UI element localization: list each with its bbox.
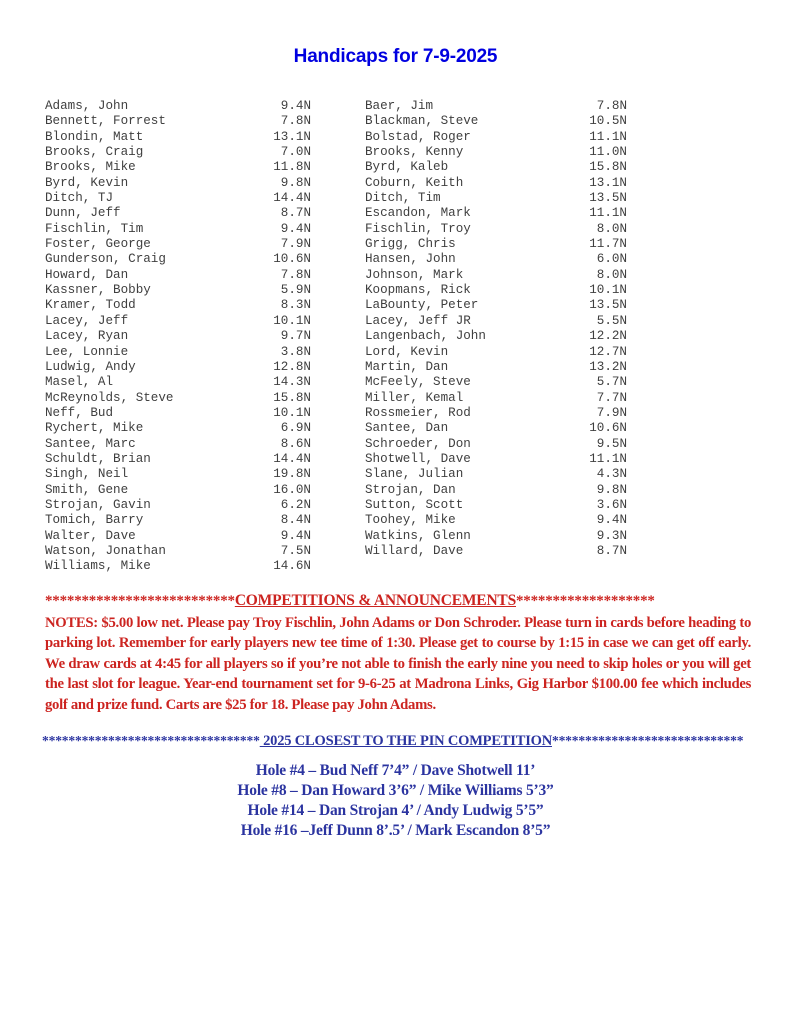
roster-row [45, 483, 311, 498]
roster-column-left [45, 99, 311, 575]
player-handicap: 5.5N [596, 313, 627, 328]
player-name: McFeely, Steve [365, 375, 471, 390]
roster-row [45, 130, 311, 145]
player-handicap: 7.8N [280, 114, 311, 129]
pin-hole-line: Hole #16 –Jeff Dunn 8’.5’ / Mark Escandon 8’5” [240, 822, 551, 840]
player-handicap: 8.4N [280, 513, 311, 528]
player-handicap: 6.2N [280, 497, 311, 512]
roster-row [45, 268, 311, 283]
roster-row [365, 222, 627, 237]
player-name: Byrd, Kaleb [365, 160, 449, 175]
player-handicap: 9.7N [280, 329, 311, 344]
roster-row [45, 391, 311, 406]
player-name: Coburn, Keith [365, 175, 464, 190]
player-handicap: 13.1N [273, 129, 311, 144]
player-name: Kramer, Todd [45, 298, 136, 313]
player-name: Shotwell, Dave [365, 451, 471, 466]
player-handicap: 7.9N [596, 405, 627, 420]
roster-row [365, 421, 627, 436]
roster-row [45, 99, 311, 114]
roster-row [45, 176, 311, 191]
player-handicap: 14.4N [273, 451, 311, 466]
player-handicap: 9.4N [596, 513, 627, 528]
roster-row [45, 298, 311, 313]
player-name: Brooks, Kenny [365, 145, 464, 160]
roster-row [365, 176, 627, 191]
player-handicap: 13.2N [589, 359, 627, 374]
player-handicap: 10.6N [589, 421, 627, 436]
player-handicap: 12.2N [589, 329, 627, 344]
player-handicap: 13.5N [589, 191, 627, 206]
player-name: Santee, Dan [365, 421, 449, 436]
player-name: Hansen, John [365, 252, 456, 267]
player-name: Singh, Neil [45, 467, 129, 482]
pin-stars-left: ********************************* [42, 732, 260, 748]
roster-row [45, 114, 311, 129]
player-handicap: 4.3N [596, 467, 627, 482]
roster-row [365, 437, 627, 452]
player-name: Schuldt, Brian [45, 451, 151, 466]
player-handicap: 8.7N [596, 543, 627, 558]
player-handicap: 19.8N [273, 467, 311, 482]
player-handicap: 6.9N [280, 421, 311, 436]
roster-row [45, 406, 311, 421]
player-name: Lacey, Jeff [45, 313, 129, 328]
roster-column-right [365, 99, 627, 575]
roster-row [365, 314, 627, 329]
roster-row [365, 329, 627, 344]
player-handicap: 11.1N [589, 129, 627, 144]
page-title: Handicaps for 7-9-2025 [293, 46, 498, 67]
roster-row [45, 529, 311, 544]
player-handicap: 16.0N [273, 482, 311, 497]
player-name: Sutton, Scott [365, 497, 464, 512]
player-name: Williams, Mike [45, 559, 151, 574]
roster-row [45, 513, 311, 528]
player-handicap: 10.1N [589, 283, 627, 298]
player-handicap: 7.7N [596, 390, 627, 405]
roster-row [45, 360, 311, 375]
player-handicap: 15.8N [273, 390, 311, 405]
player-handicap: 9.4N [280, 99, 311, 113]
player-handicap: 13.1N [589, 175, 627, 190]
player-handicap: 7.9N [280, 237, 311, 252]
roster-row [365, 498, 627, 513]
player-handicap: 14.4N [273, 191, 311, 206]
player-name: Smith, Gene [45, 482, 129, 497]
player-handicap: 3.8N [280, 344, 311, 359]
player-name: Ditch, TJ [45, 191, 114, 206]
roster-row [365, 160, 627, 175]
player-handicap: 14.6N [273, 559, 311, 574]
announcements-title: COMPETITIONS & ANNOUNCEMENTS [234, 591, 516, 609]
player-name: Bennett, Forrest [45, 114, 166, 129]
roster-row [45, 559, 311, 574]
announcements-stars-right: ******************* [516, 592, 655, 609]
player-name: Lord, Kevin [365, 344, 449, 359]
roster-row [365, 467, 627, 482]
player-handicap: 14.3N [273, 375, 311, 390]
player-name: Toohey, Mike [365, 513, 456, 528]
roster-row [45, 283, 311, 298]
player-handicap: 10.1N [273, 405, 311, 420]
pin-competition-header [42, 733, 791, 750]
player-name: Masel, Al [45, 375, 114, 390]
player-name: Martin, Dan [365, 359, 449, 374]
roster-row [45, 452, 311, 467]
roster-row [365, 513, 627, 528]
player-handicap: 7.8N [280, 267, 311, 282]
player-name: Watkins, Glenn [365, 528, 471, 543]
roster-row [45, 252, 311, 267]
player-name: Fischlin, Tim [45, 221, 144, 236]
player-name: LaBounty, Peter [365, 298, 479, 313]
roster-row [365, 452, 627, 467]
player-handicap: 8.0N [596, 267, 627, 282]
roster-row [365, 360, 627, 375]
player-name: Walter, Dave [45, 528, 136, 543]
roster-row [45, 314, 311, 329]
player-name: Willard, Dave [365, 543, 464, 558]
player-handicap: 9.8N [596, 482, 627, 497]
roster-row [45, 345, 311, 360]
roster-row [365, 130, 627, 145]
player-handicap: 11.1N [589, 451, 627, 466]
player-handicap: 10.5N [589, 114, 627, 129]
roster-row [365, 406, 627, 421]
roster-row [45, 544, 311, 559]
player-handicap: 9.8N [280, 175, 311, 190]
player-name: Brooks, Craig [45, 145, 144, 160]
roster-row [365, 283, 627, 298]
roster-row [365, 391, 627, 406]
handicap-roster [45, 99, 791, 575]
pin-stars-right: ***************************** [551, 732, 744, 748]
player-handicap: 13.5N [589, 298, 627, 313]
roster-row [45, 329, 311, 344]
roster-row [365, 252, 627, 267]
roster-row [365, 345, 627, 360]
player-name: Fischlin, Troy [365, 221, 471, 236]
player-name: Lacey, Jeff JR [365, 313, 471, 328]
player-name: Dunn, Jeff [45, 206, 121, 221]
player-name: Rossmeier, Rod [365, 405, 471, 420]
roster-row [45, 498, 311, 513]
player-handicap: 7.0N [280, 145, 311, 160]
roster-row [365, 483, 627, 498]
player-name: Lee, Lonnie [45, 344, 129, 359]
player-handicap: 11.7N [589, 237, 627, 252]
announcements-notes: NOTES: $5.00 low net. Please pay Troy Fischlin, John Adams or Don Schroder. Please turn in cards before heading to parking lot. Remember for early players new tee time of 1:30. Please get to course by 1:15 in case we can get off early. We draw cards at 4:45 for all players so if you’re not able to finish the early nine you need to skip holes or you will get the last slot for league. Year-end tournament set for 9-6-25 at Madrona Links, Gig Harbor $100.00 fee which includes golf and prize fund. Carts are $25 for 18. Please pay John Adams. [45, 614, 751, 714]
roster-row [365, 191, 627, 206]
roster-row [45, 375, 311, 390]
roster-row [45, 160, 311, 175]
player-name: Strojan, Dan [365, 482, 456, 497]
player-name: Grigg, Chris [365, 237, 456, 252]
player-handicap: 11.0N [589, 145, 627, 160]
player-name: McReynolds, Steve [45, 390, 174, 405]
player-name: Slane, Julian [365, 467, 464, 482]
roster-row [365, 99, 627, 114]
roster-row [365, 298, 627, 313]
player-name: Schroeder, Don [365, 436, 471, 451]
player-handicap: 8.3N [280, 298, 311, 313]
roster-row [45, 191, 311, 206]
player-name: Bolstad, Roger [365, 129, 471, 144]
player-name: Kassner, Bobby [45, 283, 151, 298]
player-handicap: 9.3N [596, 528, 627, 543]
announcements-header [45, 592, 791, 610]
player-name: Escandon, Mark [365, 206, 471, 221]
player-name: Howard, Dan [45, 267, 129, 282]
player-handicap: 5.7N [596, 375, 627, 390]
player-name: Neff, Bud [45, 405, 114, 420]
player-handicap: 11.8N [273, 160, 311, 175]
player-handicap: 9.4N [280, 221, 311, 236]
player-name: Koopmans, Rick [365, 283, 471, 298]
player-handicap: 8.6N [280, 436, 311, 451]
player-name: Blondin, Matt [45, 129, 144, 144]
player-handicap: 5.9N [280, 283, 311, 298]
player-handicap: 15.8N [589, 160, 627, 175]
player-name: Watson, Jonathan [45, 543, 166, 558]
player-handicap: 8.7N [280, 206, 311, 221]
player-name: Santee, Marc [45, 436, 136, 451]
roster-row [45, 237, 311, 252]
roster-row [45, 222, 311, 237]
pin-competition-holes [0, 761, 791, 842]
player-name: Strojan, Gavin [45, 497, 151, 512]
roster-row [365, 529, 627, 544]
roster-row [45, 437, 311, 452]
roster-row [45, 145, 311, 160]
roster-row [45, 421, 311, 436]
player-name: Ludwig, Andy [45, 359, 136, 374]
pin-hole-line: Hole #8 – Dan Howard 3’6” / Mike Williams 5’3” [237, 781, 554, 799]
player-name: Baer, Jim [365, 99, 434, 113]
player-handicap: 3.6N [596, 497, 627, 512]
player-name: Lacey, Ryan [45, 329, 129, 344]
roster-row [365, 145, 627, 160]
player-name: Tomich, Barry [45, 513, 144, 528]
player-name: Miller, Kemal [365, 390, 464, 405]
roster-row [365, 114, 627, 129]
roster-row [45, 467, 311, 482]
roster-row [365, 375, 627, 390]
player-name: Johnson, Mark [365, 267, 464, 282]
roster-row [45, 206, 311, 221]
pin-hole-line: Hole #14 – Dan Strojan 4’ / Andy Ludwig 5’5” [247, 802, 544, 820]
player-handicap: 12.8N [273, 359, 311, 374]
player-handicap: 9.5N [596, 436, 627, 451]
roster-row [365, 544, 627, 559]
player-name: Adams, John [45, 99, 129, 113]
player-handicap: 8.0N [596, 221, 627, 236]
player-handicap: 11.1N [589, 206, 627, 221]
roster-row [365, 206, 627, 221]
player-name: Blackman, Steve [365, 114, 479, 129]
player-handicap: 7.8N [596, 99, 627, 113]
pin-hole-line: Hole #4 – Bud Neff 7’4” / Dave Shotwell 11’ [255, 761, 536, 779]
player-name: Brooks, Mike [45, 160, 136, 175]
player-name: Rychert, Mike [45, 421, 144, 436]
player-handicap: 12.7N [589, 344, 627, 359]
player-handicap: 6.0N [596, 252, 627, 267]
player-handicap: 10.1N [273, 313, 311, 328]
roster-row [365, 268, 627, 283]
player-handicap: 9.4N [280, 528, 311, 543]
player-name: Byrd, Kevin [45, 175, 129, 190]
player-name: Foster, George [45, 237, 151, 252]
player-name: Ditch, Tim [365, 191, 441, 206]
player-name: Langenbach, John [365, 329, 486, 344]
player-name: Gunderson, Craig [45, 252, 166, 267]
player-handicap: 7.5N [280, 543, 311, 558]
roster-row [365, 237, 627, 252]
player-handicap: 10.6N [273, 252, 311, 267]
pin-competition-title: 2025 CLOSEST TO THE PIN COMPETITION [259, 732, 552, 749]
announcements-stars-left: ************************** [45, 592, 235, 609]
